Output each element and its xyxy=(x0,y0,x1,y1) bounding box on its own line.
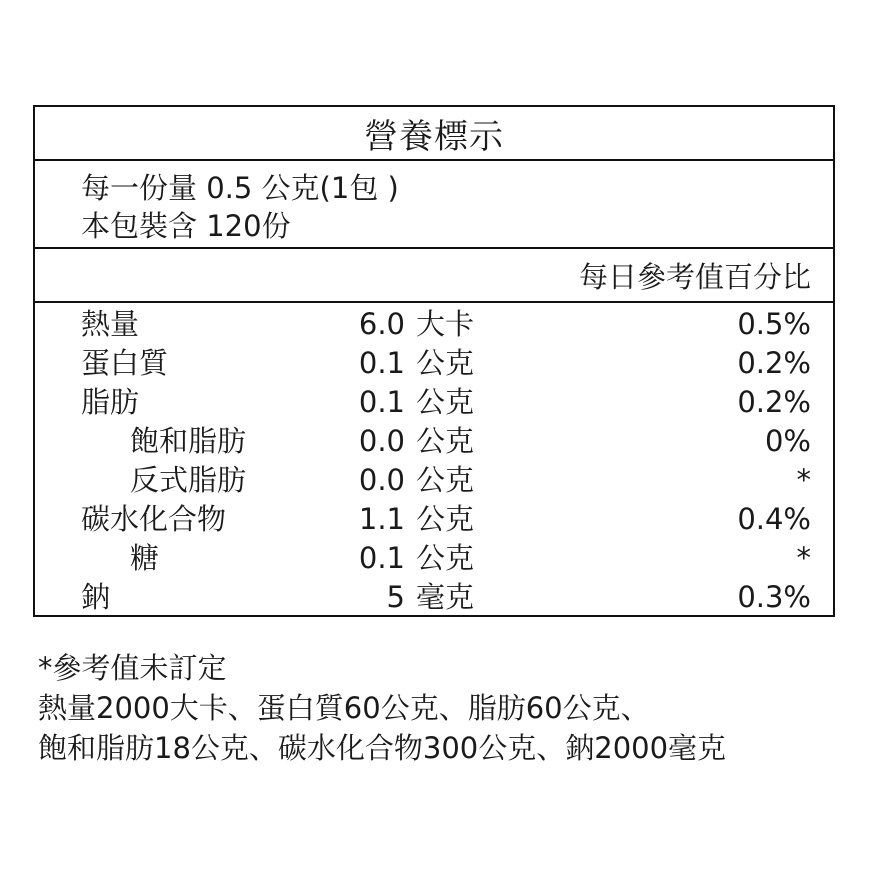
nutrient-amount: 0.1 xyxy=(358,385,405,419)
nutrient-row-sugar xyxy=(35,539,833,578)
nutrient-row-energy xyxy=(35,305,833,344)
nutrient-unit: 大卡 xyxy=(416,307,475,341)
nutrient-unit: 公克 xyxy=(416,346,475,380)
nutrient-amount: 6.0 xyxy=(358,307,405,341)
nutrient-daily-value: 0.4% xyxy=(737,502,811,536)
nutrient-row-saturated-fat xyxy=(35,422,833,461)
nutrient-daily-value: 0.2% xyxy=(737,385,811,419)
footnotes xyxy=(38,648,726,768)
label-title: 營養標示 xyxy=(35,107,833,161)
nutrient-row-carbohydrate xyxy=(35,500,833,539)
footnote-reference-note: *參考值未訂定 xyxy=(38,651,227,685)
nutrient-daily-value: * xyxy=(796,541,811,575)
footnote-reference-values-1: 熱量2000大卡、蛋白質60公克、脂肪60公克、 xyxy=(38,691,650,725)
nutrient-row-protein xyxy=(35,344,833,383)
nutrient-unit: 公克 xyxy=(416,541,475,575)
nutrient-daily-value: 0.3% xyxy=(737,580,811,614)
nutrient-unit: 毫克 xyxy=(416,580,475,614)
nutrient-unit: 公克 xyxy=(416,502,475,536)
nutrient-name: 鈉 xyxy=(81,580,111,614)
nutrient-unit: 公克 xyxy=(416,463,475,497)
nutrient-row-trans-fat xyxy=(35,461,833,500)
nutrient-name: 飽和脂肪 xyxy=(130,424,247,458)
nutrition-label xyxy=(33,105,835,617)
nutrient-name: 碳水化合物 xyxy=(81,502,227,536)
nutrient-amount: 0.0 xyxy=(358,463,405,497)
servings-per-package: 本包裝含 120份 xyxy=(81,209,291,243)
nutrient-name: 脂肪 xyxy=(81,385,140,419)
nutrient-name: 反式脂肪 xyxy=(130,463,247,497)
nutrient-daily-value: 0.5% xyxy=(737,307,811,341)
daily-value-header: 每日參考值百分比 xyxy=(35,249,833,303)
nutrient-daily-value: * xyxy=(796,463,811,497)
nutrient-unit: 公克 xyxy=(416,385,475,419)
nutrient-name: 糖 xyxy=(130,541,160,575)
nutrient-daily-value: 0.2% xyxy=(737,346,811,380)
nutrient-row-sodium xyxy=(35,578,833,617)
nutrient-amount: 0.1 xyxy=(358,346,405,380)
nutrient-amount: 5 xyxy=(386,580,405,614)
nutrient-amount: 1.1 xyxy=(358,502,405,536)
footnote-reference-values-2: 飽和脂肪18公克、碳水化合物300公克、鈉2000毫克 xyxy=(38,731,727,765)
nutrient-name: 熱量 xyxy=(81,307,140,341)
nutrient-amount: 0.1 xyxy=(358,541,405,575)
nutrient-amount: 0.0 xyxy=(358,424,405,458)
nutrient-name: 蛋白質 xyxy=(81,346,169,380)
serving-info xyxy=(35,161,833,249)
serving-size: 每一份量 0.5 公克(1包 ) xyxy=(81,171,399,205)
nutrient-daily-value: 0% xyxy=(764,424,811,458)
nutrient-table xyxy=(35,303,833,617)
nutrient-row-fat xyxy=(35,383,833,422)
nutrient-unit: 公克 xyxy=(416,424,475,458)
